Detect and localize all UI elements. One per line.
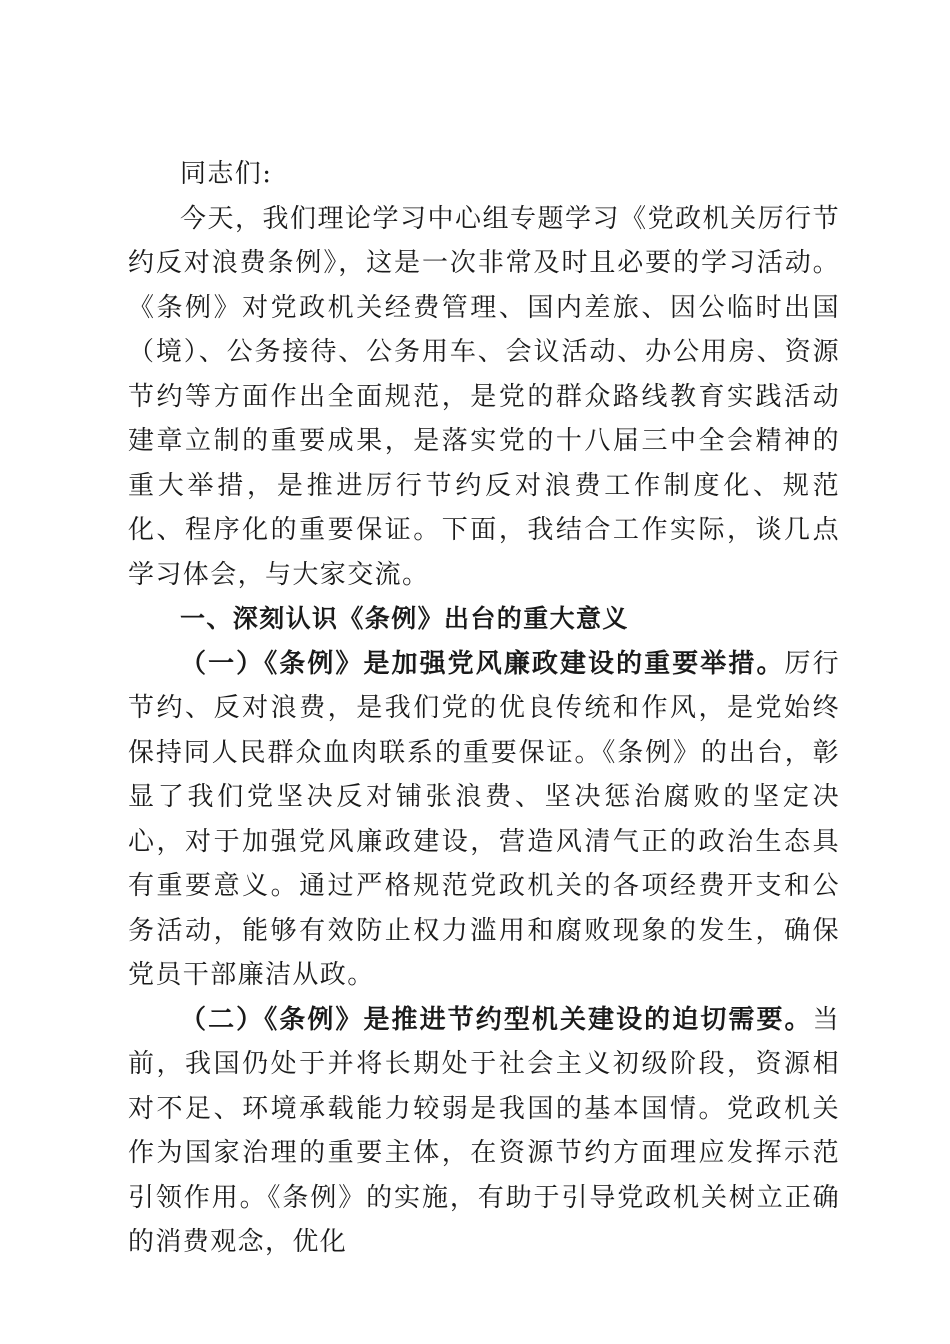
point-one-title: （一）《条例》是加强党风廉政建设的重要举措。 — [180, 648, 785, 679]
point-two-title: （二）《条例》是推进节约型机关建设的迫切需要。 — [180, 1004, 813, 1035]
section-heading: 一、深刻认识《条例》出台的重大意义 — [180, 604, 629, 633]
intro-paragraph: 今天，我们理论学习中心组专题学习《党政机关厉行节约反对浪费条例》，这是一次非常及时且必要的学习活动。《条例》对党政机关经费管理、国内差旅、因公临时出国（境）、公务接待、公务用车、会议活动、办公用房、资源节约等方面作出全面规范，是党的群众路线教育实践活动建章立制的重要成果，是落实党的十八届三中全会精神的重大举措，是推进厉行节约反对浪费工作制度化、规范化、程序化的重要保证。下面，我结合工作实际，谈几点学习体会，与大家交流。 — [128, 203, 840, 590]
point-two-paragraph — [128, 998, 840, 1265]
salutation: 同志们: — [180, 159, 273, 189]
document-body — [128, 152, 840, 1265]
point-one-body: 厉行节约、反对浪费，是我们党的优良传统和作风，是党始终保持同人民群众血肉联系的重要保证。《条例》的出台，彰显了我们党坚决反对铺张浪费、坚决惩治腐败的坚定决心，对于加强党风廉政建设，营造风清气正的政治生态具有重要意义。通过严格规范党政机关的各项经费开支和公务活动，能够有效防止权力滥用和腐败现象的发生，确保党员干部廉洁从政。 — [128, 648, 840, 990]
point-one-paragraph — [128, 642, 840, 998]
point-two-body: 当前，我国仍处于并将长期处于社会主义初级阶段，资源相对不足、环境承载能力较弱是我国的基本国情。党政机关作为国家治理的重要主体，在资源节约方面理应发挥示范引领作用。《条例》的实施，有助于引导党政机关树立正确的消费观念，优化 — [128, 1004, 840, 1257]
